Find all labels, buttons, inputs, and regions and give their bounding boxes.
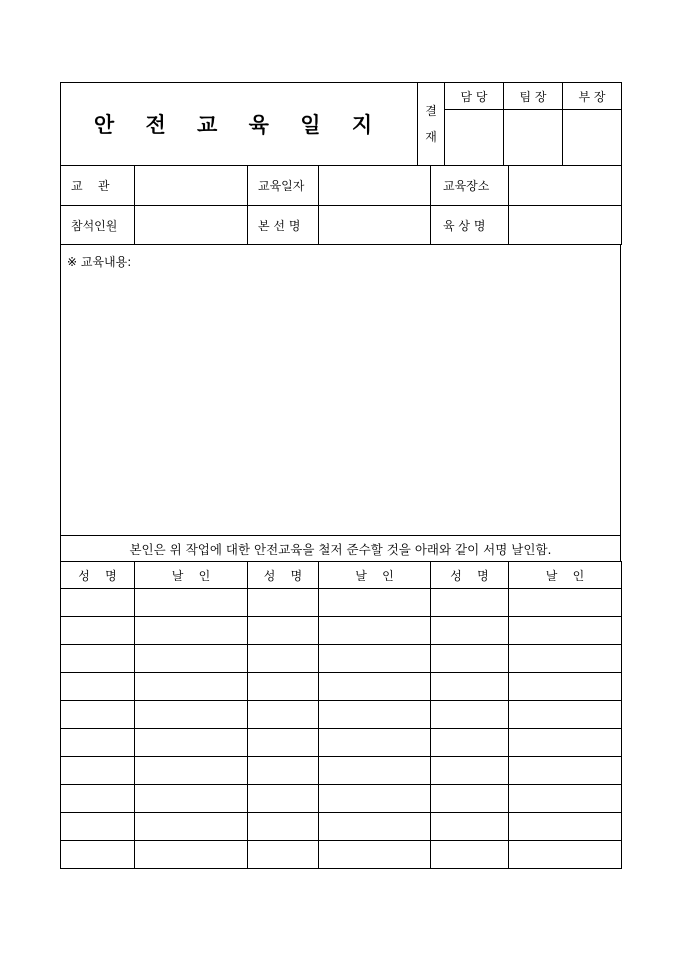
signature-cell-name-1[interactable] xyxy=(61,645,135,673)
signature-row xyxy=(61,617,622,645)
info-table xyxy=(60,165,622,245)
ashore-count-field[interactable] xyxy=(509,206,622,245)
signature-rows xyxy=(61,589,622,869)
signature-cell-seal-2[interactable] xyxy=(319,757,431,785)
signature-cell-name-1[interactable] xyxy=(61,785,135,813)
attendees-field[interactable] xyxy=(135,206,248,245)
education-date-field[interactable] xyxy=(319,166,431,206)
onboard-count-label: 본 선 명 xyxy=(248,206,319,245)
signature-cell-seal-2[interactable] xyxy=(319,813,431,841)
signature-cell-name-1[interactable] xyxy=(61,673,135,701)
safety-education-log-form xyxy=(60,82,621,869)
signature-cell-seal-1[interactable] xyxy=(135,729,248,757)
signature-cell-name-3[interactable] xyxy=(431,645,509,673)
signature-table xyxy=(60,561,622,869)
signature-cell-seal-1[interactable] xyxy=(135,589,248,617)
signature-cell-name-2[interactable] xyxy=(248,757,319,785)
signature-cell-name-2[interactable] xyxy=(248,813,319,841)
instructor-label: 교 관 xyxy=(61,166,135,206)
signature-cell-seal-1[interactable] xyxy=(135,701,248,729)
signature-cell-name-1[interactable] xyxy=(61,617,135,645)
education-date-label: 교육일자 xyxy=(248,166,319,206)
education-place-label: 교육장소 xyxy=(431,166,509,206)
approval-role-manager: 부 장 xyxy=(563,83,622,110)
signature-cell-name-3[interactable] xyxy=(431,729,509,757)
signature-cell-name-3[interactable] xyxy=(431,589,509,617)
signature-cell-name-2[interactable] xyxy=(248,785,319,813)
instructor-field[interactable] xyxy=(135,166,248,206)
signature-cell-name-2[interactable] xyxy=(248,841,319,869)
signature-cell-seal-2[interactable] xyxy=(319,785,431,813)
signature-row xyxy=(61,757,622,785)
approval-sign-manager[interactable] xyxy=(563,110,622,166)
signature-cell-name-3[interactable] xyxy=(431,841,509,869)
signature-cell-name-1[interactable] xyxy=(61,757,135,785)
signature-cell-name-2[interactable] xyxy=(248,617,319,645)
signature-cell-seal-3[interactable] xyxy=(509,729,622,757)
education-content-label: ※ 교육내용: xyxy=(67,255,132,269)
signature-cell-name-1[interactable] xyxy=(61,589,135,617)
signature-cell-seal-1[interactable] xyxy=(135,813,248,841)
signature-row xyxy=(61,813,622,841)
signature-cell-seal-2[interactable] xyxy=(319,589,431,617)
approval-role-team-lead: 팀 장 xyxy=(504,83,563,110)
signature-row xyxy=(61,729,622,757)
attendees-label: 참석인원 xyxy=(61,206,135,245)
signature-cell-seal-3[interactable] xyxy=(509,841,622,869)
signature-cell-name-1[interactable] xyxy=(61,729,135,757)
signature-cell-seal-2[interactable] xyxy=(319,841,431,869)
signature-cell-seal-3[interactable] xyxy=(509,617,622,645)
signature-header-seal-3: 날 인 xyxy=(509,562,622,589)
signature-cell-seal-3[interactable] xyxy=(509,785,622,813)
signature-cell-seal-1[interactable] xyxy=(135,645,248,673)
signature-cell-seal-3[interactable] xyxy=(509,701,622,729)
signature-cell-name-2[interactable] xyxy=(248,645,319,673)
signature-cell-seal-1[interactable] xyxy=(135,785,248,813)
signature-cell-name-3[interactable] xyxy=(431,757,509,785)
signature-cell-seal-2[interactable] xyxy=(319,729,431,757)
signature-cell-name-3[interactable] xyxy=(431,785,509,813)
signature-cell-seal-2[interactable] xyxy=(319,673,431,701)
signature-cell-name-2[interactable] xyxy=(248,673,319,701)
header-table xyxy=(60,82,622,166)
signature-cell-name-3[interactable] xyxy=(431,673,509,701)
pledge-statement: 본인은 위 작업에 대한 안전교육을 철저 준수할 것을 아래와 같이 서명 날인함. xyxy=(61,536,621,562)
signature-row xyxy=(61,673,622,701)
signature-row xyxy=(61,841,622,869)
signature-cell-name-3[interactable] xyxy=(431,701,509,729)
signature-cell-seal-3[interactable] xyxy=(509,589,622,617)
signature-cell-name-3[interactable] xyxy=(431,813,509,841)
signature-cell-name-2[interactable] xyxy=(248,729,319,757)
signature-cell-name-2[interactable] xyxy=(248,589,319,617)
signature-row xyxy=(61,785,622,813)
signature-cell-name-1[interactable] xyxy=(61,841,135,869)
signature-header-name-2: 성 명 xyxy=(248,562,319,589)
approval-label-bottom: 재 xyxy=(425,130,437,144)
signature-cell-seal-1[interactable] xyxy=(135,673,248,701)
signature-cell-name-1[interactable] xyxy=(61,701,135,729)
approval-sign-staff[interactable] xyxy=(445,110,504,166)
approval-sign-team-lead[interactable] xyxy=(504,110,563,166)
form-title: 안 전 교 육 일 지 xyxy=(61,83,418,166)
content-table xyxy=(60,244,621,562)
education-place-field[interactable] xyxy=(509,166,622,206)
signature-cell-name-3[interactable] xyxy=(431,617,509,645)
signature-cell-name-1[interactable] xyxy=(61,813,135,841)
signature-header-name-1: 성 명 xyxy=(61,562,135,589)
signature-cell-seal-3[interactable] xyxy=(509,813,622,841)
signature-header-seal-2: 날 인 xyxy=(319,562,431,589)
onboard-count-field[interactable] xyxy=(319,206,431,245)
signature-cell-seal-1[interactable] xyxy=(135,841,248,869)
signature-cell-seal-2[interactable] xyxy=(319,701,431,729)
signature-row xyxy=(61,645,622,673)
education-content-area[interactable] xyxy=(61,245,621,536)
signature-row xyxy=(61,589,622,617)
signature-header-seal-1: 날 인 xyxy=(135,562,248,589)
signature-cell-seal-2[interactable] xyxy=(319,617,431,645)
signature-cell-seal-3[interactable] xyxy=(509,757,622,785)
signature-cell-seal-1[interactable] xyxy=(135,757,248,785)
approval-label-top: 결 xyxy=(425,104,437,118)
signature-header-name-3: 성 명 xyxy=(431,562,509,589)
ashore-count-label: 육 상 명 xyxy=(431,206,509,245)
signature-cell-seal-1[interactable] xyxy=(135,617,248,645)
signature-cell-seal-3[interactable] xyxy=(509,673,622,701)
signature-cell-seal-3[interactable] xyxy=(509,645,622,673)
approval-role-staff: 담 당 xyxy=(445,83,504,110)
signature-cell-name-2[interactable] xyxy=(248,701,319,729)
approval-label xyxy=(418,83,445,166)
signature-cell-seal-2[interactable] xyxy=(319,645,431,673)
signature-row xyxy=(61,701,622,729)
